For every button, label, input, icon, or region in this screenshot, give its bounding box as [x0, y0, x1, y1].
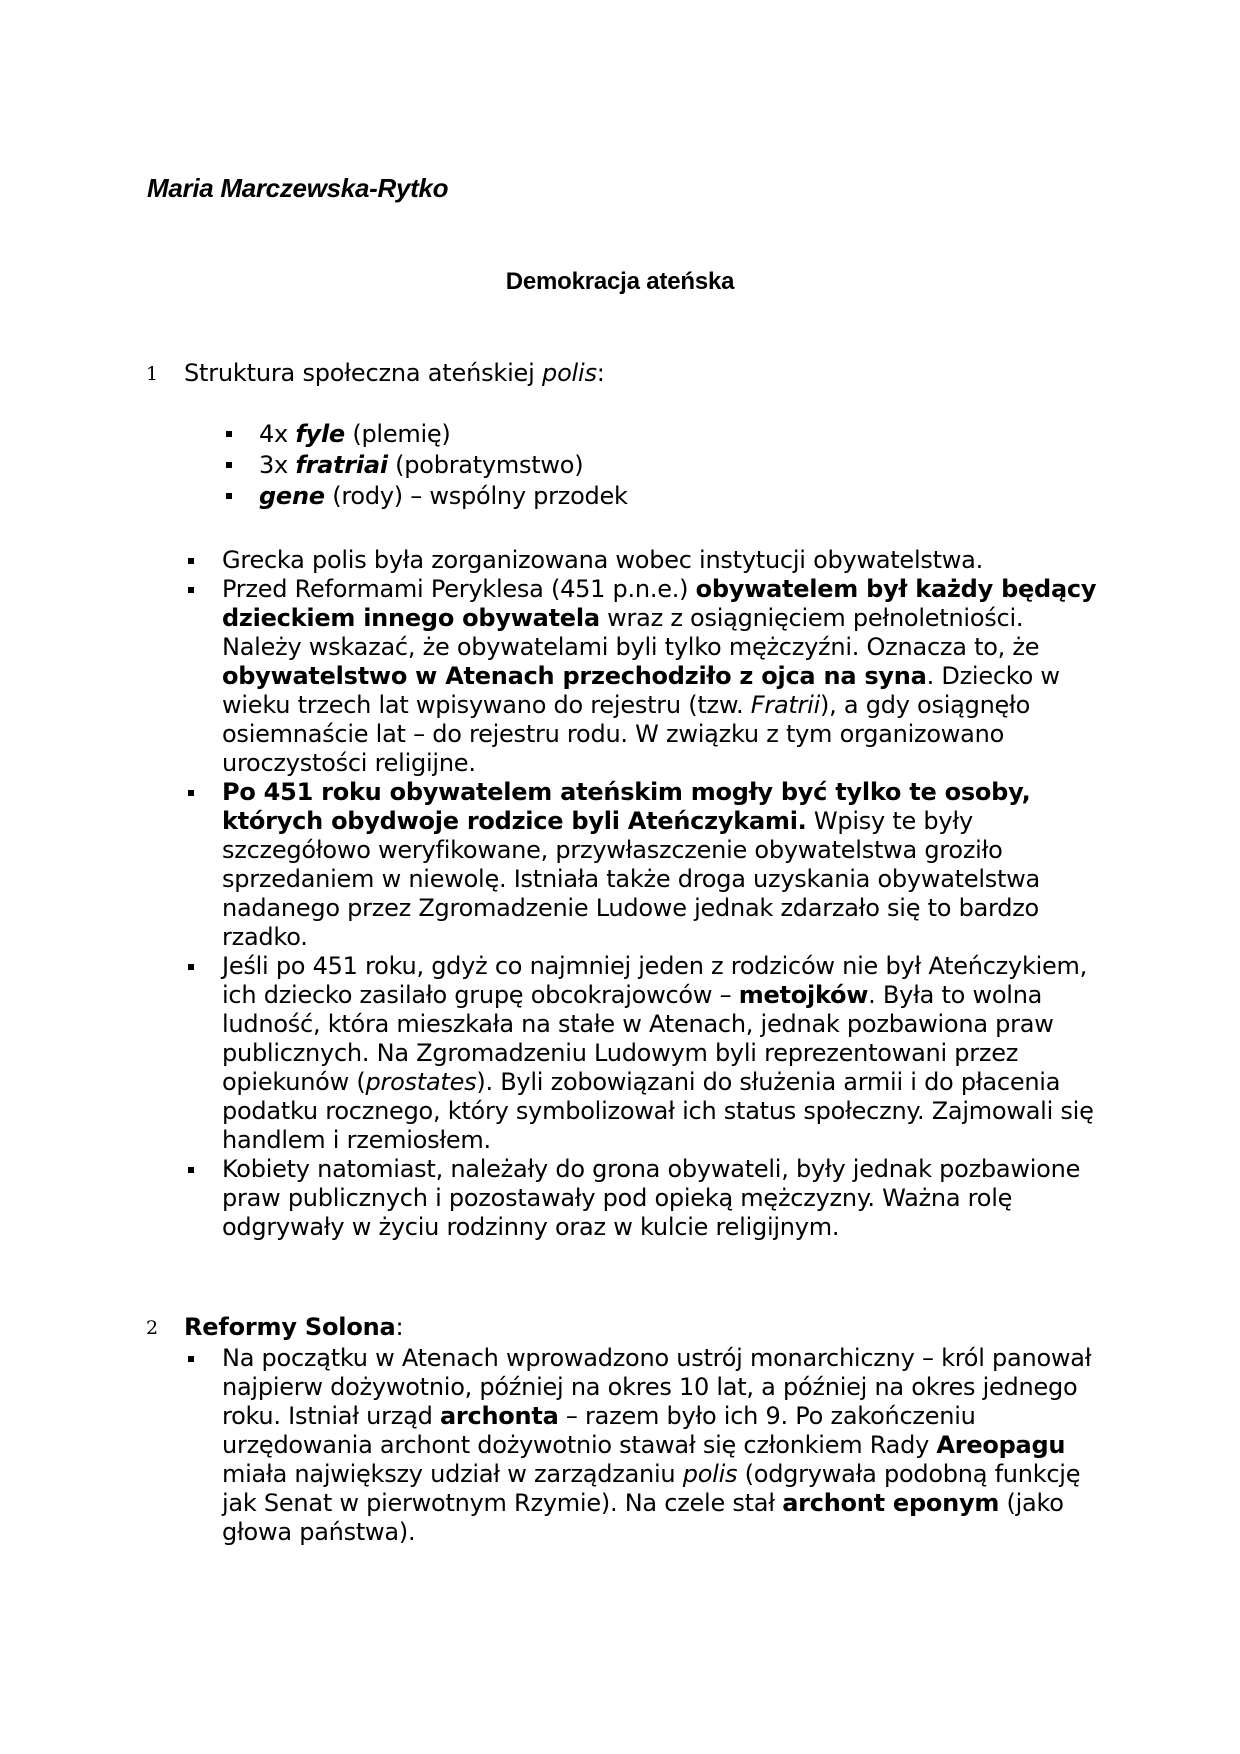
list-item: 3x fratriai (pobratymstwo) — [259, 450, 628, 481]
bullet-icon — [188, 1167, 194, 1173]
list-item: gene (rody) – wspólny przodek — [259, 481, 628, 512]
section-2-number: 2 — [146, 1317, 159, 1339]
list-item: Przed Reformami Peryklesa (451 p.n.e.) obywatelem był każdy będący dzieckiem innego obywatela wraz z osiągnięciem pełnoletniości. Należy wskazać, że obywatelami byli tylko mężczyźni. Oznacza to, że obywatelstwo w Atenach przechodziło z ojca na syna. Dziecko w wieku trzech lat wpisywano do rejestru (tzw. Fratrii), a gdy osiągnęło osiemnaście lat – do rejestru rodu. W związku z tym organizowano uroczystości religijne. — [222, 575, 1102, 778]
bullet-icon — [188, 587, 194, 593]
list-item: Jeśli po 451 roku, gdyż co najmniej jeden z rodziców nie był Ateńczykiem, ich dziecko zasilało grupę obcokrajowców – metojków. Była to wolna ludność, która mieszkała na stałe w Atenach, jednak pozbawiona praw publicznych. Na Zgromadzeniu Ludowym byli reprezentowani przez opiekunów (prostates). Byli zobowiązani do służenia armii i do płacenia podatku rocznego, który symbolizował ich status społeczny. Zajmowali się handlem i rzemiosłem. — [222, 952, 1102, 1155]
document-title: Demokracja ateńska — [505, 268, 735, 295]
section-1-number: 1 — [146, 363, 159, 385]
section-2-list — [222, 1344, 1102, 1547]
bullet-icon — [226, 493, 232, 499]
section-2-heading: Reformy Solona: — [184, 1313, 404, 1341]
bullet-icon — [226, 462, 232, 468]
bullet-icon — [188, 964, 194, 970]
list-item: Po 451 roku obywatelem ateńskim mogły być tylko te osoby, których obydwoje rodzice byli Ateńczykami. Wpisy te były szczegółowo weryfikowane, przywłaszczenie obywatelstwa groziło sprzedaniem w niewolę. Istniała także droga uzyskania obywatelstwa nadanego przez Zgromadzenie Ludowe jednak zdarzało się to bardzo rzadko. — [222, 778, 1102, 952]
section-1-list — [222, 546, 1102, 1242]
author-name: Maria Marczewska-Rytko — [147, 173, 449, 203]
list-item: 4x fyle (plemię) — [259, 419, 628, 450]
bullet-icon — [188, 1356, 194, 1362]
section-1-heading: Struktura społeczna ateńskiej polis: — [184, 359, 605, 387]
bullet-icon — [226, 431, 232, 437]
list-item: Kobiety natomiast, należały do grona obywateli, były jednak pozbawione praw publicznych i pozostawały pod opieką mężczyzny. Ważna rolę odgrywały w życiu rodzinny oraz w kulcie religijnym. — [222, 1155, 1102, 1242]
list-item: Grecka polis była zorganizowana wobec instytucji obywatelstwa. — [222, 546, 1102, 575]
section-1-sub-list — [259, 419, 628, 512]
bullet-icon — [188, 558, 194, 564]
bullet-icon — [188, 790, 194, 796]
list-item: Na początku w Atenach wprowadzono ustrój monarchiczny – król panował najpierw dożywotnio, później na okres 10 lat, a później na okres jednego roku. Istniał urząd archonta – razem było ich 9. Po zakończeniu urzędowania archont dożywotnio stawał się członkiem Rady Areopagu miała największy udział w zarządzaniu polis (odgrywała podobną funkcję jak Senat w pierwotnym Rzymie). Na czele stał archont eponym (jako głowa państwa). — [222, 1344, 1102, 1547]
